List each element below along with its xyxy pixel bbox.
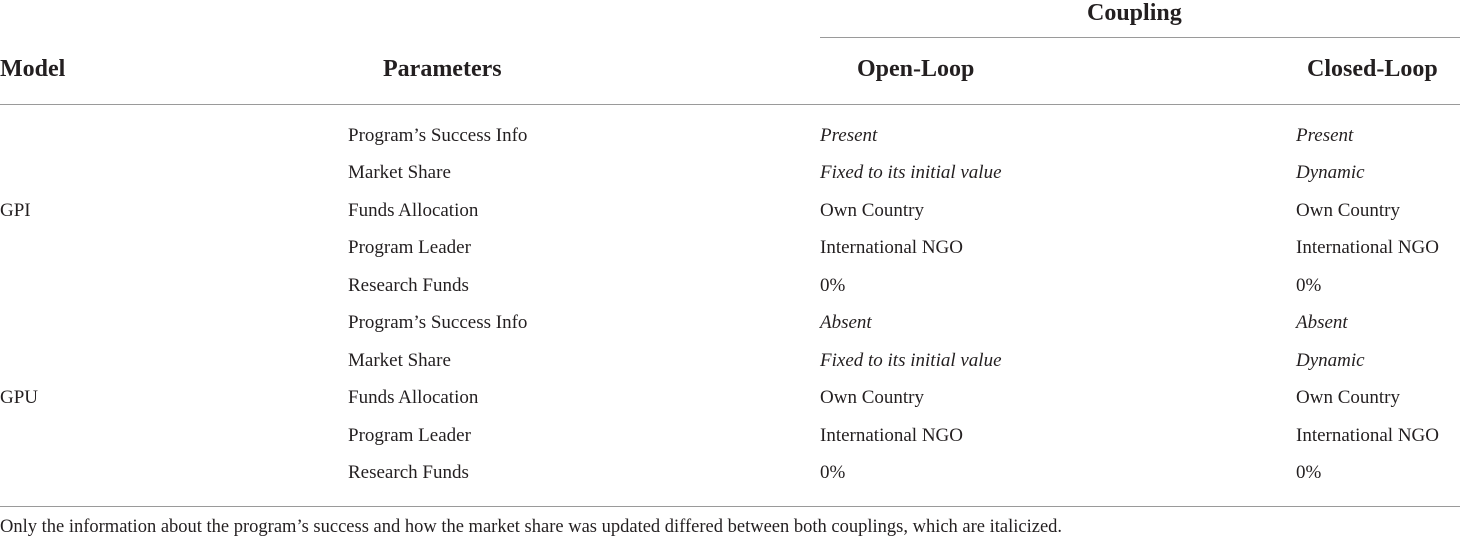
closed-loop-column-header: Closed-Loop — [1307, 56, 1438, 82]
open-loop-cell: Present — [820, 125, 878, 146]
open-loop-cell: Absent — [820, 312, 872, 333]
closed-loop-cell: Dynamic — [1296, 350, 1365, 371]
param-cell: Funds Allocation — [348, 200, 479, 221]
open-loop-column-header: Open-Loop — [857, 56, 975, 82]
param-cell: Program’s Success Info — [348, 312, 528, 333]
param-cell: Program Leader — [348, 237, 471, 258]
open-loop-cell: 0% — [820, 275, 846, 296]
param-cell: Market Share — [348, 350, 451, 371]
open-loop-cell: Fixed to its initial value — [820, 162, 1002, 183]
open-loop-cell: Own Country — [820, 200, 924, 221]
open-loop-cell: International NGO — [820, 425, 963, 446]
model-column-header: Model — [0, 56, 66, 82]
bottom-rule — [0, 506, 1460, 507]
param-cell: Program Leader — [348, 425, 471, 446]
open-loop-cell: 0% — [820, 462, 846, 483]
closed-loop-cell: Own Country — [1296, 200, 1400, 221]
param-cell: Funds Allocation — [348, 387, 479, 408]
closed-loop-cell: Dynamic — [1296, 162, 1365, 183]
closed-loop-cell: International NGO — [1296, 425, 1439, 446]
param-cell: Program’s Success Info — [348, 125, 528, 146]
open-loop-cell: International NGO — [820, 237, 963, 258]
open-loop-cell: Own Country — [820, 387, 924, 408]
closed-loop-cell: 0% — [1296, 275, 1322, 296]
table-footnote: Only the information about the program’s success and how the market share was updated differed between both couplings, which are italicized. — [0, 517, 1063, 537]
closed-loop-cell: 0% — [1296, 462, 1322, 483]
parameters-column-header: Parameters — [383, 56, 502, 82]
param-cell: Research Funds — [348, 462, 469, 483]
param-cell: Market Share — [348, 162, 451, 183]
open-loop-cell: Fixed to its initial value — [820, 350, 1002, 371]
closed-loop-cell: Own Country — [1296, 387, 1400, 408]
model-label-gpu: GPU — [0, 387, 39, 408]
closed-loop-cell: International NGO — [1296, 237, 1439, 258]
param-cell: Research Funds — [348, 275, 469, 296]
closed-loop-cell: Absent — [1296, 312, 1348, 333]
coupling-group-header: Coupling — [1087, 0, 1182, 26]
closed-loop-cell: Present — [1296, 125, 1354, 146]
coupling-rule — [820, 37, 1460, 38]
model-label-gpi: GPI — [0, 200, 31, 221]
header-rule — [0, 104, 1460, 105]
